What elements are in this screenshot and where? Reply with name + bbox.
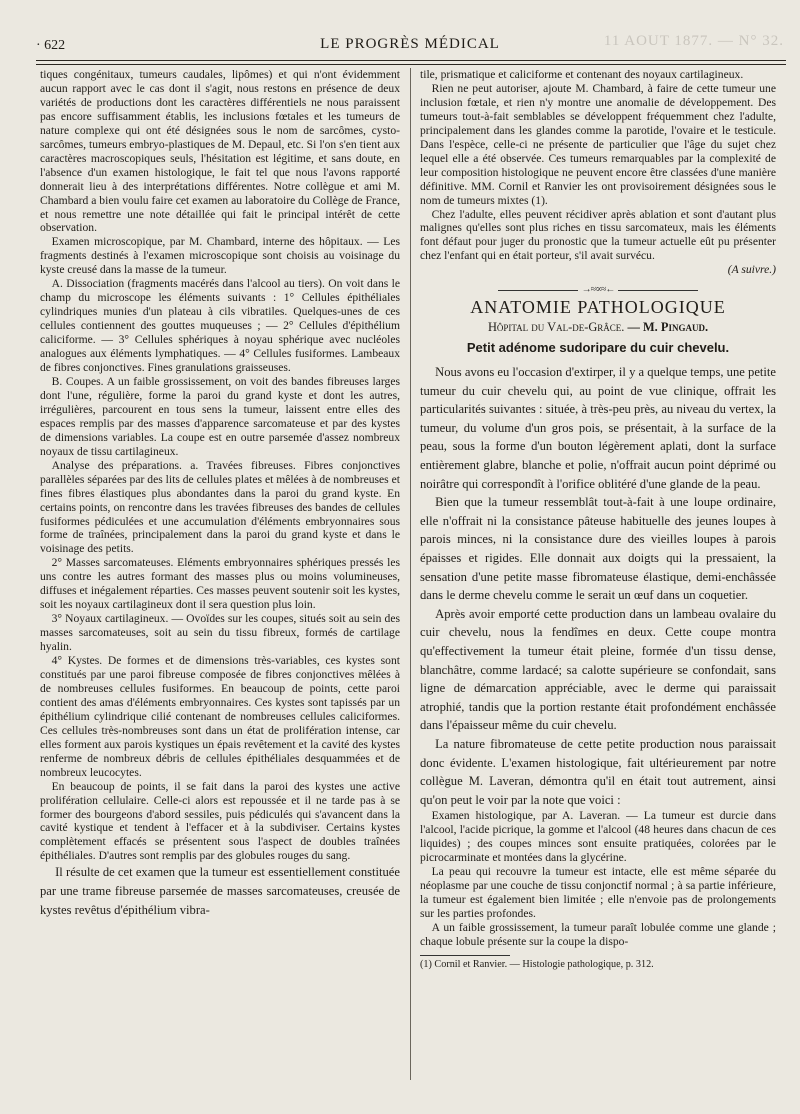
header-rule-2 [36,64,786,65]
paragraph: 2° Masses sarcomateuses. Eléments embryonnaires sphériques pressés les uns contre les autres formant des masses plus ou moins volumineuses, diffuses et inégalement réparties. Ces masses peuvent soutenir soit les kystes, soit les noyaux cartilagineux dont il sera question plus loin. [40,556,400,612]
paragraph: 3° Noyaux cartilagineux. — Ovoïdes sur les coupes, situés soit au sein des masses sarcomateuses, soit au sein du tissu fibreux, formés de cartilage hyalin. [40,612,400,654]
hospital-line [420,321,776,335]
header-rule [36,60,786,61]
paragraph: Rien ne peut autoriser, ajoute M. Chambard, à faire de cette tumeur une inclusion fœtale, et rien n'y montre une anomalie de développement. Des tumeurs tout-à-fait semblables se développent fréquemment chez l'adulte, principalement dans les glandes comme la parotide, l'ovaire et le testicule. Dans l'espèce, celle-ci ne présente de particulier que l'âge du sujet chez lequel elle a été observée. Ces tumeurs remarquables par la complexité de leur composition histologique ne peuvent encore être classées d'une manière définitive. MM. Cornil et Ranvier les ont provisoirement désignées sous le nom de tumeurs mixtes (1). [420,81,776,207]
paragraph: Nous avons eu l'occasion d'extirper, il y a quelque temps, une petite tumeur du cuir chevelu qui, au point de vue clinique, offrait les particularités suivantes : située, à très-peu près, au niveau du vertex, la tumeur, du volume d'un gros pois, se présentait, à la surface de la peau, sous la forme d'un bouton légèrement aplati, dont la surface entièrement glabre, blanche et polie, n'offrait aucun point déprimé ou noirâtre qui correspondît à l'orifice oblitéré d'une glande de la peau. [420,365,776,491]
right-column [420,68,776,1076]
author-name: — M. Pingaud. [627,320,709,335]
section-title: ANATOMIE PATHOLOGIQUE [470,297,726,318]
left-column [40,68,400,1076]
paragraph: 4° Kystes. De formes et de dimensions très-variables, ces kystes sont constitués par une paroi fibreuse composée de fibres conjonctives mêlées à de nombreuses cellules fusiformes. En beaucoup de points, cette paroi contient des amas d'éléments embryonnaires. Ces kystes sont tapissés par un épithélium cylindrique cilié contenant de nombreuses cellules caliciformes. Ces cellules très-nombreuses sont dans un état de prolifération intense, car elles forment aux parois kystiques un épais revêtement et la cavité des kystes renferme de nombreux débris de cellules épithéliales desquammées et de nombreux leucocytes. [40,654,400,779]
paragraph: A un faible grossissement, la tumeur paraît lobulée comme une glande ; chaque lobule présente sur la coupe la dispo- [420,920,776,948]
paragraph: tile, prismatique et caliciforme et contenant des noyaux cartilagineux. [420,68,744,81]
column-divider [410,68,411,1080]
paragraph: Bien que la tumeur ressemblât tout-à-fait à une loupe ordinaire, elle n'offrait ni la consistance pâteuse habituelle des jeunes loupes à parois minces, ni la consistance dure des vieilles loupes à parois épaisses et rigides. Elle donnait aux doigts qui la pressaient, la sensation d'une petite masse fibromateuse élastique, demi-enchâssée dans le derme chevelu comme le serait un œuf dans un coquetier. [420,495,776,603]
paragraph: Après avoir emporté cette production dans un lambeau ovalaire du cuir chevelu, nous la fendîmes en deux. Cette coupe montra qu'effectivement la tumeur était pleine, formée d'un tissu dense, blanchâtre, comme lardacé; sa calotte supérieure se confondait, sans ligne de démarcation appréciable, avec le derme qui paraissait atrophié, tandis que la portion restante était profondément enchâssée dans l'épaisseur même du cuir chevelu. [420,606,776,733]
article-title: Petit adénome sudoripare du cuir chevelu. [466,340,730,356]
footnote-rule [420,955,510,956]
paragraph: B. Coupes. A un faible grossissement, on voit des bandes fibreuses larges dont l'une, régulière, forme la paroi du grand kyste et dont les autres, irrégulières, parcourent en tous sens la tumeur, laissent entre elles des espaces remplis par des masses d'apparence sarcomateuse et par des kystes de dimensions variables. La coupe est en outre parsemée d'assez nombreux noyaux de tissu cartilagineux. [40,374,400,458]
paragraph: Examen microscopique, par M. Chambard, interne des hôpitaux. — Les fragments destinés à l'examen microscopique sont choisis au voisinage du kyste creusé dans la masse de la tumeur. [40,235,400,277]
paragraph: La peau qui recouvre la tumeur est intacte, elle est même séparée du néoplasme par une couche de tissu conjonctif normal ; à sa partie inférieure, la tumeur est également bien limitée ; elle n'envoie pas de prolongements sur les parties profondes. [420,865,776,921]
page-number: · 622 [36,38,66,53]
page-header [36,30,784,58]
paragraph: Il résulte de cet examen que la tumeur est essentiellement constituée par une trame fibreuse parsemée de masses sarcomateuses, creusée de kystes revêtus d'épithélium vibra- [40,865,400,917]
section-ornament: →≈∝≈← [420,283,776,297]
to-follow-note: (A suivre.) [727,263,776,277]
running-title: LE PROGRÈS MÉDICAL [320,36,500,52]
paragraph: La nature fibromateuse de cette petite production nous paraissait donc évidente. L'examen histologique, fait ultérieurement par notre collègue M. Laveran, démontra qu'il en était tout autrement, ainsi qu'on peut le voir par la note que voici : [420,736,776,807]
hospital-name: Hôpital du Val-de-Grâce. [487,320,625,335]
bleed-through-text: 11 AOUT 1877. — N° 32. [603,33,784,49]
paragraph: Chez l'adulte, elles peuvent récidiver après ablation et sont d'autant plus malignes qu'elles sont plus riches en tissu sarcomateux, mais les éléments font défaut pour juger du pronostic que la tumeur actuelle eût pu présenter chez l'enfant qui en était porteur, s'il avait survécu. [420,207,776,263]
paragraph: A. Dissociation (fragments macérés dans l'alcool au tiers). On voit dans le champ du microscope les éléments suivants : 1° Cellules épithéliales cylindriques munies d'un plateau à cils vibratiles. Quelques-unes de ces cellules contiennent des gouttes muqueuses ; — 2° Cellules d'épithélium caliciforme. — 3° Cellules sphériques à noyau sphérique avec nucléoles analogues aux éléments lymphatiques. — 4° Cellules fusiformes. Lambeaux de fibres conjonctives. Fines granulations graisseuses. [40,277,400,375]
paragraph: Analyse des préparations. a. Travées fibreuses. Fibres conjonctives parallèles séparées par des lits de cellules plates et mêlées à de nombreuses et fines fibres élastiques plus abondantes dans la paroi du grand kyste. En certains points, on rencontre dans les travées fibreuses des bandes de cellules fusiformes pédiculées et une accumulation d'éléments embryonnaires sous forme de traînées, principalement dans la paroi du grand kyste et dans le voisinage des petits. [40,458,400,556]
paragraph: Examen histologique, par A. Laveran. — La tumeur est durcie dans l'alcool, l'acide picrique, la gomme et l'alcool (48 heures dans chacun de ces liquides) ; des coupes minces sont ensuite pratiquées, colorées par le picrocarminate et montées dans la glycérine. [420,809,776,865]
footnote: (1) Cornil et Ranvier. — Histologie pathologique, p. 312. [420,958,654,970]
paragraph: En beaucoup de points, il se fait dans la paroi des kystes une active prolifération cellulaire. Celle-ci alors est repoussée et il ne tarde pas à se former des bourgeons d'abord sessiles, puis pédiculés qui s'avancent dans la cavité kystique et tendent à l'effacer et à la subdiviser. Certains kystes complètement effacés se présentent sous l'aspect de doubles traînées épithéliales. D'autres sont remplis par des globules rouges du sang. [40,779,400,863]
paragraph: tiques congénitaux, tumeurs caudales, lipômes) et qui n'ont évidemment aucun rapport avec le cas dont il s'agit, nous restons en présence de deux variétés de productions dont les caractères différentiels ne nous paraissent pas encore suffisamment établis, les inclusions fœtales et les tumeurs de nature complexe qui ont été désignées sous le nom de sarcômes, cysto-sarcômes, tumeurs embryo-plastiques de M. Depaul, etc. Si l'on s'en tient aux caractères macroscopiques seuls, l'hésitation est légitime, et sans doute, en l'absence d'un examen histologique, le fait tel que nous l'avons rapporté donnerait lieu à des interprétations différentes. Notre collègue et ami M. Chambard a bien voulu faire cet examen au laboratoire du Collège de France, et nous remettre une note détaillée qui fait le principal intérêt de cette observation. [40,68,400,235]
